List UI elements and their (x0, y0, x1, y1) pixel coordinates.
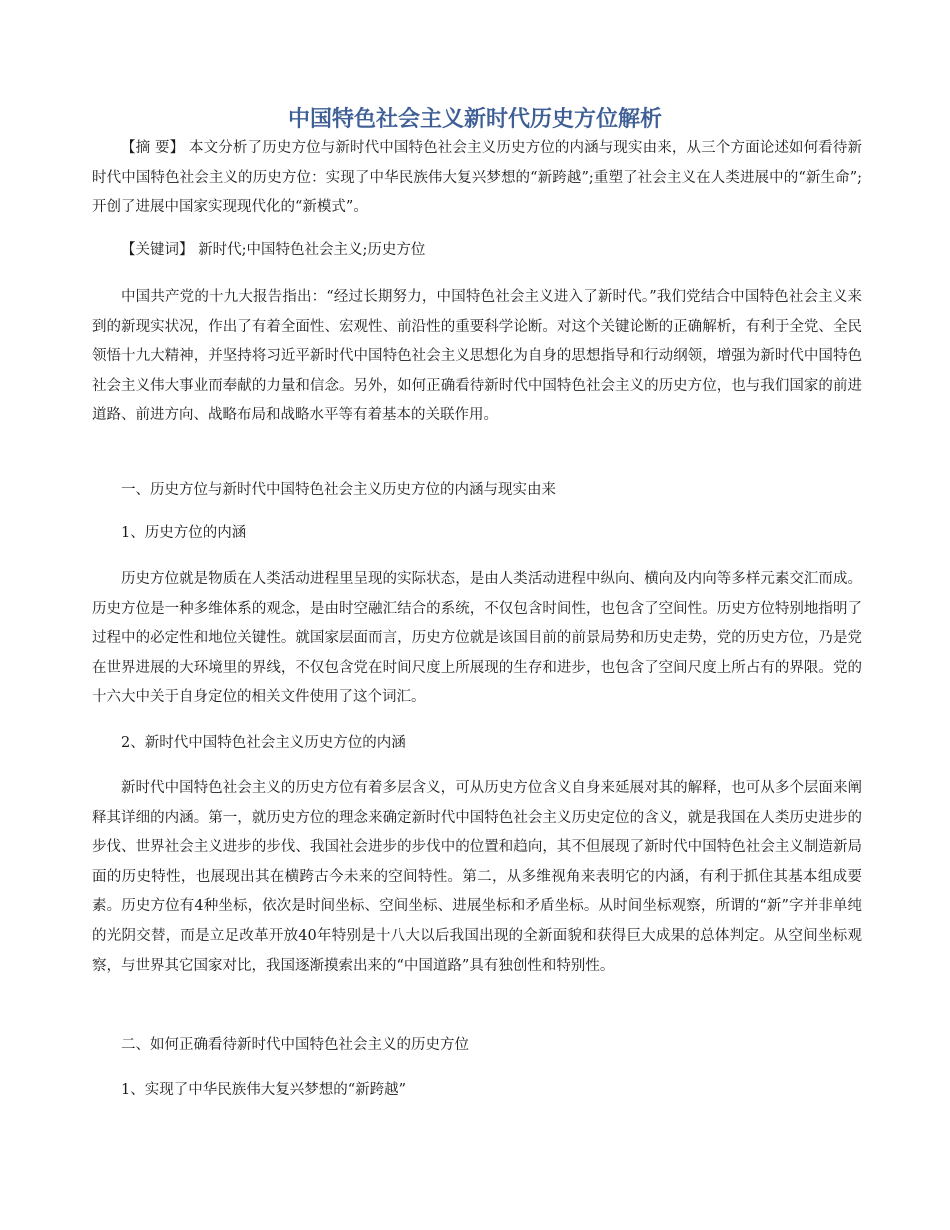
subsection1-1-heading: 1、历史方位的内涵 (121, 525, 247, 541)
section2-heading: 二、如何正确看待新时代中国特色社会主义的历史方位 (121, 1037, 469, 1053)
abstract-text: 本文分析了历史方位与新时代中国特色社会主义历史方位的内涵与现实由来，从三个方面论述如何看待新时代中国特色社会主义的历史方位：实现了中华民族伟大复兴梦想的“新跨越”;重塑了社会主义在人类进展中的“新生命”;开创了进展中国家实现现代化的“新模式”。 (92, 140, 863, 216)
keywords-paragraph (92, 236, 862, 266)
keywords-text: 新时代;中国特色社会主义;历史方位 (193, 242, 426, 258)
abstract-paragraph (92, 134, 862, 223)
subsection2-1-heading: 1、实现了中华民族伟大复兴梦想的“新跨越” (121, 1082, 407, 1098)
subsection1-1-paragraph: 历史方位就是物质在人类活动进程里呈现的实际状态，是由人类活动进程中纵向、横向及内向等多样元素交汇而成。历史方位是一种多维体系的观念，是由时空融汇结合的系统，不仅包含时间性，也包含了空间性。历史方位特别地指明了过程中的必定性和地位关键性。就国家层面而言，历史方位就是该国目前的前景局势和历史走势，党的历史方位，乃是党在世界进展的大环境里的界线，不仅包含党在时间尺度上所展现的生存和进步，也包含了空间尺度上所占有的界限。党的十六大中关于自身定位的相关文件使用了这个词汇。 (92, 571, 862, 706)
subsection1-2-paragraph: 新时代中国特色社会主义的历史方位有着多层含义，可从历史方位含义自身来延展对其的解释，也可从多个层面来阐释其详细的内涵。第一，就历史方位的理念来确定新时代中国特色社会主义历史定位的含义，就是我国在人类历史进步的步伐、世界社会主义进步的步伐、我国社会进步的步伐中的位置和趋向，其不但展现了新时代中国特色社会主义制造新局面的历史特性，也展现出其在横跨古今未来的空间特性。第二，从多维视角来表明它的内涵，有利于抓住其基本组成要素。历史方位有4种坐标，依次是时间坐标、空间坐标、进展坐标和矛盾坐标。从时间坐标观察，所谓的“新”字并非单纯的光阴交替，而是立足改革开放40年特别是十八大以后我国出现的全新面貌和获得巨大成果的总体判定。从空间坐标观察，与世界其它国家对比，我国逐渐摸索出来的“中国道路”具有独创性和特别性。 (92, 780, 862, 974)
intro-paragraph: 中国共产党的十九大报告指出：“经过长期努力，中国特色社会主义进入了新时代。”我们党结合中国特色社会主义来到的新现实状况，作出了有着全面性、宏观性、前沿性的重要科学论断。对这个关键论断的正确解析，有利于全党、全民领悟十九大精神，并坚持将习近平新时代中国特色社会主义思想化为自身的思想指导和行动纲领，增强为新时代中国特色社会主义伟大事业而奉献的力量和信念。另外，如何正确看待新时代中国特色社会主义的历史方位，也与我们国家的前进道路、前进方向、战略布局和战略水平等有着基本的关联作用。 (92, 289, 862, 424)
abstract-label: 【摘 要】 (121, 140, 185, 156)
section1-heading: 一、历史方位与新时代中国特色社会主义历史方位的内涵与现实由来 (121, 482, 556, 498)
subsection1-2-heading: 2、新时代中国特色社会主义历史方位的内涵 (121, 735, 406, 751)
document-title: 中国特色社会主义新时代历史方位解析 (287, 107, 662, 132)
keywords-label: 【关键词】 (121, 242, 194, 258)
